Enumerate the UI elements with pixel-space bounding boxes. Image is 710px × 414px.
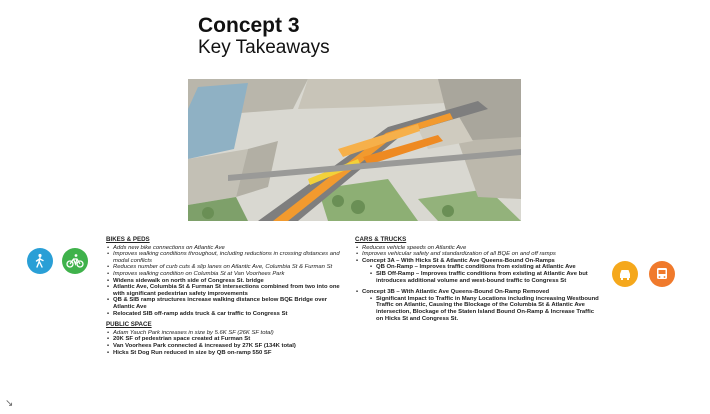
list-item: • Atlantic Ave, Columbia St & Furman St intersections combined from two into one with significant pedestrian safety improvements — [106, 284, 346, 297]
list-item: • 20K SF of pedestrian space created at Furman St — [106, 336, 346, 343]
list-item: • Adds new bike connections on Atlantic Ave — [106, 245, 346, 252]
cars-trucks-heading: CARS & TRUCKS — [355, 236, 407, 243]
list-item: • Van Voorhees Park connected & increased by 27K SF (134K total) — [106, 343, 346, 350]
page-subtitle: Key Takeaways — [198, 37, 330, 58]
list-item: • Adam Yauch Park increases in size by 5.6K SF (26K SF total) — [106, 330, 346, 337]
bicycle-icon — [62, 248, 88, 274]
list-item: • Reduces number of curb cuts & slip lanes on Atlantic Ave, Columbia St & Furman St — [106, 264, 346, 271]
left-text-column — [106, 237, 346, 356]
list-item: • Significant Impact to Traffic in Many Locations including increasing Westbound Traffic on Atlantic, Causing the Blockage of the Columbia St & Atlantic Ave intersection, Blockage of the Staten Island Bound On-Ramp & Increase Traffic on Hicks St and Congress St. — [369, 296, 600, 322]
bikes-peds-heading: BIKES & PEDS — [106, 236, 150, 243]
list-item: • Relocated SIB off-ramp adds truck & car traffic to Congress St — [106, 311, 346, 318]
list-item: • Improves walking condition on Columbia St at Van Voorhees Park — [106, 271, 346, 278]
list-item: • SIB Off-Ramp – Improves traffic conditions from existing at Atlantic Ave but introduces additional volume and west-bound traffic to Congress St — [369, 271, 600, 284]
public-space-list — [106, 330, 346, 356]
truck-icon — [649, 261, 675, 287]
concept-3-aerial-rendering — [188, 79, 521, 221]
corner-arrow-icon: ↘ — [5, 398, 14, 409]
list-item: • Improves walking conditions throughout, including reductions in crossing distances and modal conflicts — [106, 251, 346, 264]
cars-trucks-list — [355, 245, 600, 323]
bikes-peds-list — [106, 245, 346, 318]
list-item: • Concept 3B – With Atlantic Ave Queens-Bound On-Ramp Removed — [355, 289, 600, 296]
list-item: • Improves vehicular safety and standardization of all BQE on and off ramps — [355, 251, 600, 258]
list-item: • Hicks St Dog Run reduced in size by QB on-ramp 550 SF — [106, 350, 346, 357]
list-item: • Widens sidewalk on north side of Congress St. bridge — [106, 278, 346, 285]
list-item: • QB & SIB ramp structures increase walking distance below BQE Bridge over Atlantic Ave — [106, 297, 346, 310]
pedestrian-icon — [27, 248, 53, 274]
list-item: • Concept 3A – With Hicks St & Atlantic Ave Queens-Bound On-Ramps — [355, 258, 600, 265]
page-title: Concept 3 — [198, 14, 300, 37]
list-item: • QB On-Ramp – Improves traffic conditions from existing at Atlantic Ave — [369, 264, 600, 271]
car-icon — [612, 261, 638, 287]
public-space-heading: PUBLIC SPACE — [106, 321, 152, 329]
list-item: • Reduces vehicle speeds on Atlantic Ave — [355, 245, 600, 252]
right-text-column — [355, 237, 600, 322]
